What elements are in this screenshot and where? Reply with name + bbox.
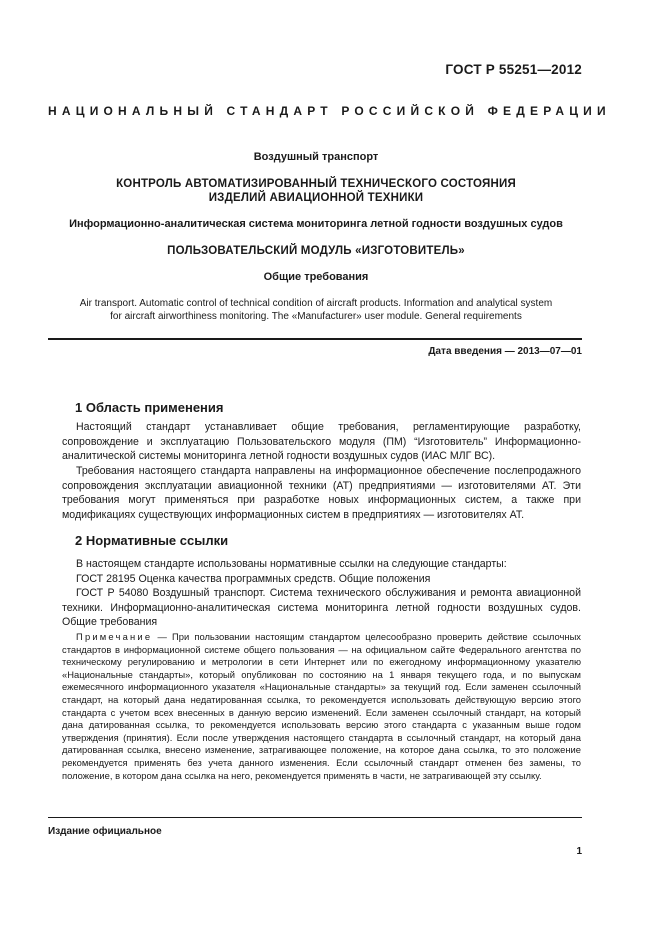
edition-label: Издание официальное [48, 826, 162, 837]
note-label: Примечание [76, 631, 153, 642]
reference-gost-28195: ГОСТ 28195 Оценка качества программных средств. Общие положения [76, 573, 431, 585]
subject-title: Воздушный транспорт [253, 151, 379, 163]
section-1-heading: 1 Область применения [75, 400, 224, 415]
module-title: ПОЛЬЗОВАТЕЛЬСКИЙ МОДУЛЬ «ИЗГОТОВИТЕЛЬ» [167, 245, 465, 257]
english-title [48, 297, 584, 323]
reference-gost-r-54080: ГОСТ Р 54080 Воздушный транспорт. Система технического обслуживания и ремонта авиационной техники. Информационно-аналитическая система мониторинга летной годности воздушных судов. Общие требования [62, 587, 581, 628]
note-text: — При пользовании настоящим стандартом целесообразно проверить действие ссылочных стандартов в информационной системе общего пользования — на официальном сайте Федерального агентства по техническому регулированию и метрологии в сети Интернет или по ежегодному информационному указателю «Национальные стандарты», который опубликован по состоянию на 1 января текущего года, и по выпускам ежемесячного информационного указателя «Национальные стандарты» за текущий год. Если заменен ссылочный стандарт, на который дана недатированная ссылка, то рекомендуется использовать действующую версию этого стандарта с учетом всех внесенных в данную версию изменений. Если заменен ссылочный стандарт, на который дана датированная ссылка, то рекомендуется использовать версию этого стандарта с указанным выше годом утверждения (принятия). Если после утверждения настоящего стандарта в ссылочный стандарт, на который дана датированная ссылка, внесено изменение, затрагивающее положение, на которое дана ссылка, то это положение рекомендуется применять без учета данного изменения. Если ссылочный стандарт отменен без замены, то положение, в котором дана ссылка на него, рекомендуется применять в части, не затрагивающей эту ссылку. [62, 631, 581, 781]
effective-date: Дата введения — 2013—07—01 [428, 346, 582, 357]
header-divider [48, 338, 582, 340]
section-1-paragraph-2: Требования настоящего стандарта направлены на информационное обеспечение послепродажного сопровождения эксплуатации авиационной техники (АТ) предприятиями — изготовителями АТ. Эти требования могут применяться при разработке новых информационных систем, а также при модификациях существующих информационных систем в предприятиях — изготовителях АТ. [62, 465, 581, 521]
english-title-line-1: Air transport. Automatic control of technical condition of aircraft products. Information and analytical system [79, 298, 553, 309]
note-paragraph [62, 631, 581, 782]
main-title [48, 177, 584, 205]
section-2-heading: 2 Нормативные ссылки [75, 533, 229, 548]
standard-code: ГОСТ Р 55251—2012 [445, 62, 582, 77]
page-number: 1 [576, 846, 582, 857]
main-title-line-1: КОНТРОЛЬ АВТОМАТИЗИРОВАННЫЙ ТЕХНИЧЕСКОГО СОСТОЯНИЯ [116, 178, 516, 190]
footer-divider [48, 817, 582, 818]
main-title-line-2: ИЗДЕЛИЙ АВИАЦИОННОЙ ТЕХНИКИ [208, 192, 424, 204]
general-requirements-title: Общие требования [263, 271, 369, 283]
national-standard-heading: НАЦИОНАЛЬНЫЙ СТАНДАРТ РОССИЙСКОЙ ФЕДЕРАЦИИ [48, 104, 611, 118]
section-1-paragraph-1: Настоящий стандарт устанавливает общие требования, регламентирующие разработку, сопровождение и эксплуатацию Пользовательского модуля (ПМ) “Изготовитель” Информационно-аналитической системы мониторинга летной годности воздушных судов (ИАС МЛГ ВС). [62, 421, 581, 462]
english-title-line-2: for aircraft airworthiness monitoring. The «Manufacturer» user module. General requirements [110, 311, 522, 322]
section-2-intro: В настоящем стандарте использованы нормативные ссылки на следующие стандарты: [76, 558, 507, 570]
system-title: Информационно-аналитическая система мониторинга летной годности воздушных судов [69, 218, 563, 230]
